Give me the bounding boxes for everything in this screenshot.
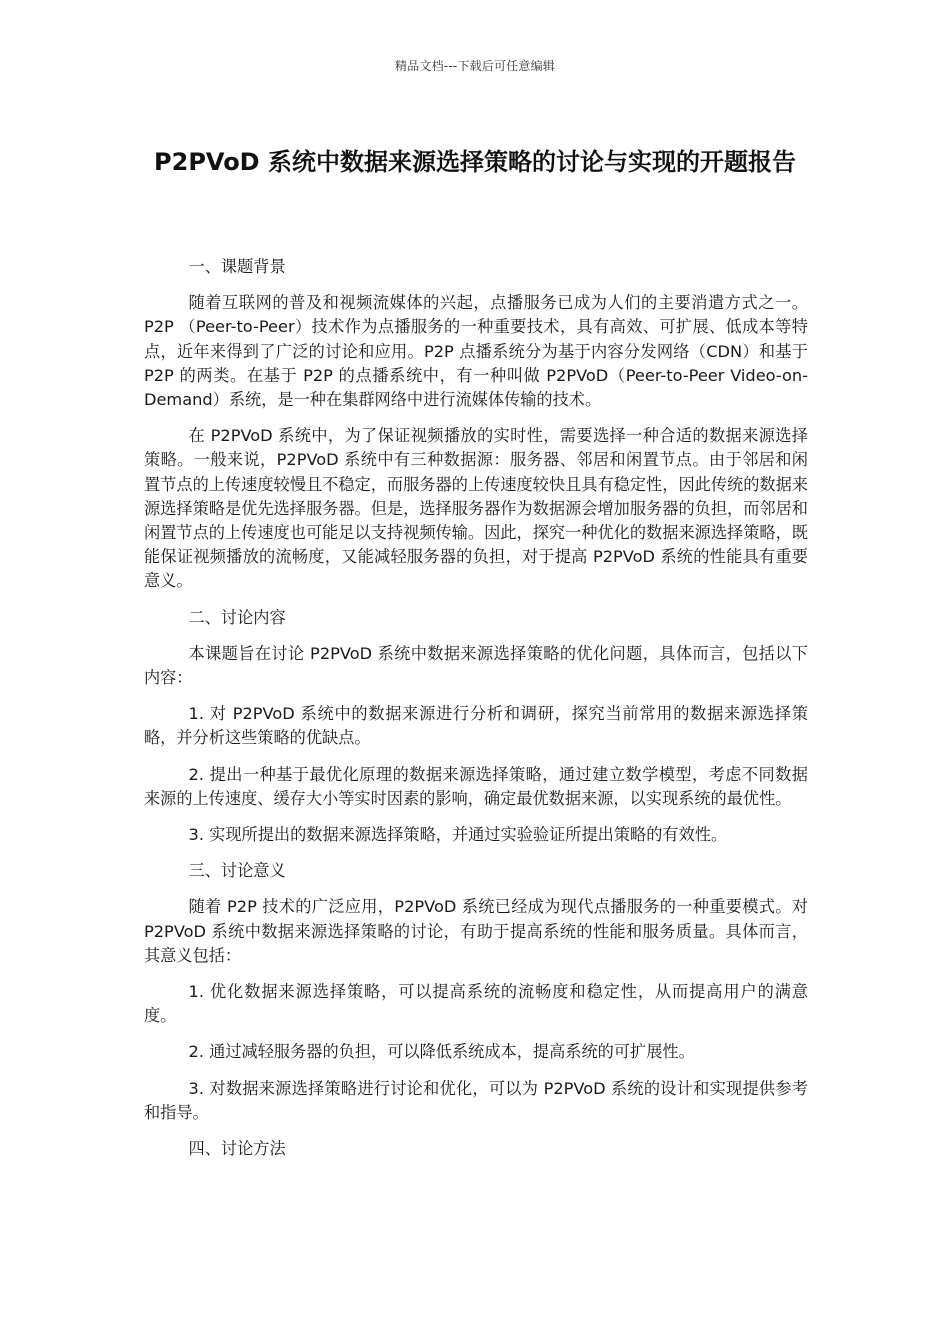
section-heading: 三、讨论意义 xyxy=(188,861,286,881)
header-note: 精品文档---下载后可任意编辑 xyxy=(395,59,555,73)
list-item: 1. 对 P2PVoD 系统中的数据来源进行分析和调研，探究当前常用的数据来源选择策略，并分析这些策略的优缺点。 xyxy=(144,704,808,748)
section-heading: 四、讨论方法 xyxy=(188,1139,286,1159)
list-item: 3. 实现所提出的数据来源选择策略，并通过实验验证所提出策略的有效性。 xyxy=(188,825,728,845)
paragraph: 在 P2PVoD 系统中，为了保证视频播放的实时性，需要选择一种合适的数据来源选择策略。一般来说，P2PVoD 系统中有三种数据源：服务器、邻居和闲置节点。由于邻居和闲置节点的上传速度较慢且不稳定，而服务器的上传速度较快且具有稳定性，因此传统的数据来源选择策略是优先选择服务器。但是，选择服务器作为数据源会增加服务器的负担，而邻居和闲置节点的上传速度也可能足以支持视频传输。因此，探究一种优化的数据来源选择策略，既能保证视频播放的流畅度，又能减轻服务器的负担，对于提高 P2PVoD 系统的性能具有重要意义。 xyxy=(144,426,808,591)
list-item: 1. 优化数据来源选择策略，可以提高系统的流畅度和稳定性，从而提高用户的满意度。 xyxy=(144,982,808,1026)
paragraph: 随着 P2P 技术的广泛应用，P2PVoD 系统已经成为现代点播服务的一种重要模式。对 P2PVoD 系统中数据来源选择策略的讨论，有助于提高系统的性能和服务质量。具体而言，其意义包括： xyxy=(144,897,808,965)
list-item: 2. 通过减轻服务器的负担，可以降低系统成本，提高系统的可扩展性。 xyxy=(188,1042,695,1062)
document-title: P2PVoD 系统中数据来源选择策略的讨论与实现的开题报告 xyxy=(154,148,796,176)
section-heading: 一、课题背景 xyxy=(188,257,286,276)
document-body xyxy=(144,255,808,1173)
section-heading: 二、讨论内容 xyxy=(188,607,286,627)
paragraph: 随着互联网的普及和视频流媒体的兴起，点播服务已成为人们的主要消遣方式之一。P2P （Peer-to-Peer）技术作为点播服务的一种重要技术，具有高效、可扩展、低成本等特点，近年来得到了广泛的讨论和应用。P2P 点播系统分为基于内容分发网络（CDN）和基于 P2P 的两类。在基于 P2P 的点播系统中，有一种叫做 P2PVoD（Peer-to-Peer Video-on-Demand）系统，是一种在集群网络中进行流媒体传输的技术。 xyxy=(144,293,808,410)
list-item: 2. 提出一种基于最优化原理的数据来源选择策略，通过建立数学模型，考虑不同数据来源的上传速度、缓存大小等实时因素的影响，确定最优数据来源，以实现系统的最优性。 xyxy=(144,764,808,808)
list-item: 3. 对数据来源选择策略进行讨论和优化，可以为 P2PVoD 系统的设计和实现提供参考和指导。 xyxy=(144,1078,808,1122)
paragraph: 本课题旨在讨论 P2PVoD 系统中数据来源选择策略的优化问题，具体而言，包括以下内容： xyxy=(144,643,808,688)
